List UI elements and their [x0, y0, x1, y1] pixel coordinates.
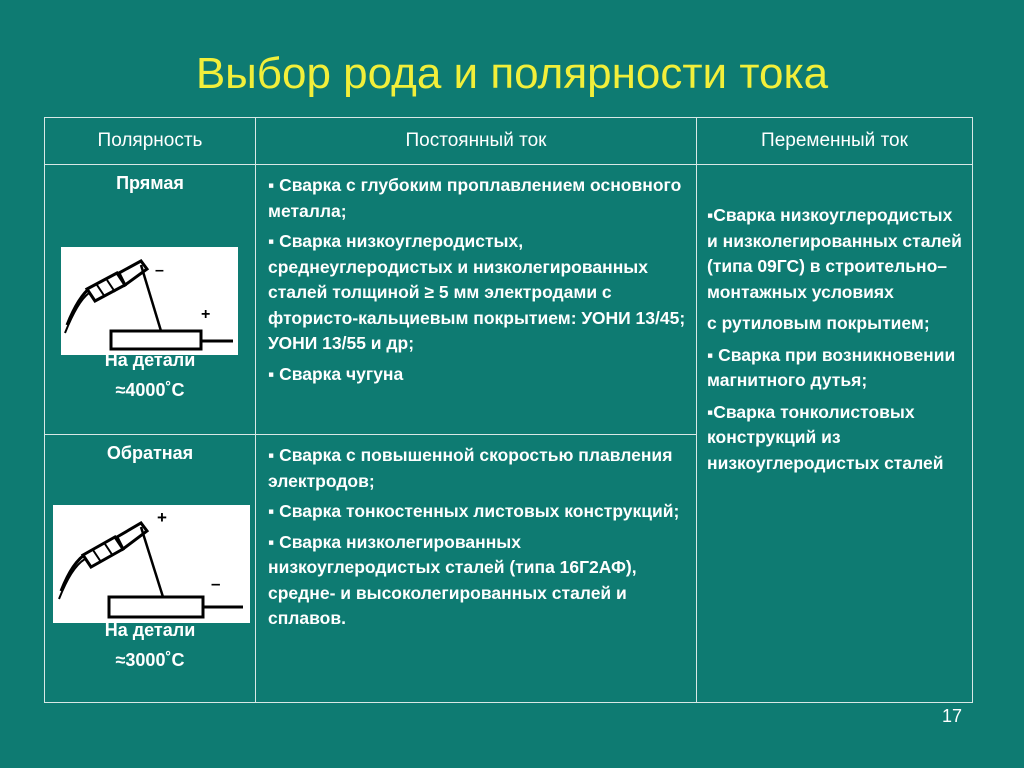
- polarity-cell-reverse: [45, 435, 256, 703]
- sketch-bottom-sign: +: [201, 306, 211, 323]
- polarity-label: Обратная: [106, 443, 194, 463]
- electrode-sketch-icon: [53, 505, 250, 623]
- page-number: 17: [941, 706, 962, 726]
- list-item: ▪ Сварка с глубоким проплавлением основного металла;: [268, 175, 682, 221]
- dc-cell-direct: [256, 165, 697, 435]
- list-item: ▪ Сварка низкоуглеродистых, среднеуглеродистых и низколегированных сталей толщиной ≥ 5 мм электродами с фтористо-кальциевым покрытием: УОНИ 13/45; УОНИ 13/55 и др;: [268, 231, 686, 353]
- list-item: ▪ Сварка чугуна: [268, 363, 404, 384]
- list-item: ▪Сварка тонколистовых конструкций из низкоуглеродистых сталей: [707, 401, 944, 473]
- dc-cell-reverse: [256, 435, 697, 703]
- list-item: ▪Сварка низкоуглеродистых и низколегированных сталей (типа 09ГС) в строительно–монтажных условиях: [707, 205, 962, 302]
- temperature-label: ≈3000˚С: [115, 650, 185, 670]
- list-item: ▪ Сварка низколегированных низкоуглеродистых сталей (типа 16Г2АФ), средне- и высоколегированных сталей и сплавов.: [268, 531, 637, 628]
- polarity-table: [44, 117, 973, 703]
- overlay-text: На детали: [104, 620, 196, 640]
- table-row: [45, 165, 973, 435]
- polarity-cell-direct: [45, 165, 256, 435]
- electrode-sketch-direct: [61, 247, 238, 355]
- list-item: ▪ Сварка с повышенной скоростью плавления электродов;: [268, 445, 673, 491]
- electrode-sketch-icon: [61, 247, 238, 355]
- list-item: ▪ Сварка тонкостенных листовых конструкций;: [268, 501, 680, 521]
- table-header-row: [45, 118, 973, 165]
- electrode-sketch-reverse: [53, 505, 250, 623]
- sketch-top-sign: –: [155, 262, 164, 279]
- ac-cell: [697, 165, 973, 703]
- slide-title: Выбор рода и полярности тока: [195, 49, 829, 98]
- sketch-top-sign: +: [157, 508, 167, 527]
- list-item: с рутиловым покрытием;: [707, 313, 930, 333]
- list-item: ▪ Сварка при возникновении магнитного дутья;: [707, 344, 956, 390]
- sketch-bottom-sign: –: [211, 574, 221, 593]
- header-polarity: Полярность: [45, 118, 256, 165]
- overlay-text: На детали: [104, 350, 196, 370]
- temperature-label: ≈4000˚С: [115, 380, 185, 400]
- header-dc: Постоянный ток: [256, 118, 697, 165]
- polarity-label: Прямая: [116, 173, 184, 193]
- header-ac: Переменный ток: [697, 118, 973, 165]
